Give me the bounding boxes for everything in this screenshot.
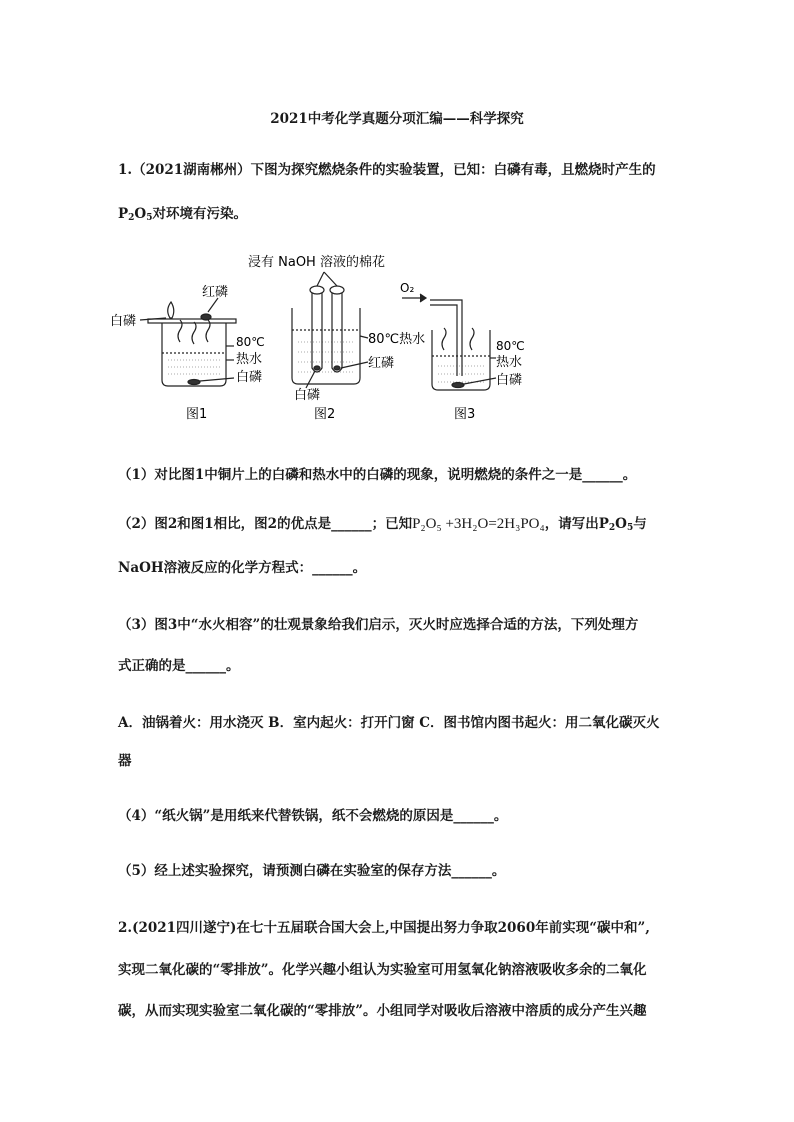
q1-options-line2: 器: [118, 753, 132, 769]
q1-stem-line1: 1.（2021湖南郴州）下图为探究燃烧条件的实验装置，已知：白磷有毒，且燃烧时产生的: [118, 162, 656, 178]
q1-options-line1: A．油锅着火：用水浇灭 B．室内起火：打开门窗 C．图书馆内图书起火：用二氧化碳灭火: [118, 715, 660, 731]
q1-sub2-p-subscript: 2: [608, 523, 616, 533]
q1-sub3-line1: （3）图3中“水火相容”的壮观景象给我们启示，灭火时应选择合适的方法，下列处理方: [118, 617, 639, 633]
fig2-temp-water: 80℃热水: [368, 332, 426, 347]
q1-sub2-text-d: 与: [633, 516, 647, 532]
fig3-caption: 图3: [454, 407, 476, 422]
q1-stem-line2: [118, 204, 678, 228]
figure-1: [140, 298, 236, 386]
fig1-caption: 图1: [186, 407, 208, 422]
fig2-red-p: 红磷: [368, 356, 395, 371]
q1-sub3-line2: 式正确的是______。: [118, 658, 240, 674]
fig2-white-p: 白磷: [294, 388, 321, 403]
q2-line2: 实现二氧化碳的“零排放”。化学兴趣小组认为实验室可用氢氧化钠溶液吸收多余的二氧化: [118, 962, 647, 978]
fig3-temp: 80℃: [496, 339, 525, 353]
q1-sub2-text-b: ，请写出P: [544, 516, 609, 532]
q1-p-symbol: P: [118, 206, 129, 222]
q1-stem-line2-text: 对环境有污染。: [152, 206, 247, 222]
fig3-white-p: 白磷: [496, 373, 523, 388]
q1-sub4: （4）“纸火锅”是用纸来代替铁锅，纸不会燃烧的原因是______。: [118, 808, 508, 824]
figure-2: [292, 272, 368, 388]
fig2-caption: 图2: [314, 407, 336, 422]
fig3-o2: O₂: [400, 281, 415, 295]
fig1-temp: 80℃: [236, 335, 265, 349]
q1-sub2-formula: P₂O₅ +3H₂O=2H₃PO₄: [412, 516, 545, 532]
fig3-hot-water: 热水: [496, 355, 523, 370]
fig1-hot-water: 热水: [236, 352, 263, 367]
q1-sub5: （5）经上述实验探究，请预测白磷在实验室的保存方法______。: [118, 863, 506, 879]
q1-sub2-text-a: （2）图2和图1相比，图2的优点是______；已知: [118, 516, 413, 532]
q2-line1: 2.(2021四川遂宁)在七十五届联合国大会上,中国提出努力争取2060年前实现“碳中和”,: [118, 920, 650, 936]
q1-sub1: （1）对比图1中铜片上的白磷和热水中的白磷的现象，说明燃烧的条件之一是______。: [118, 467, 637, 483]
page-title: 2021中考化学真题分项汇编——科学探究: [270, 111, 524, 127]
fig1-white-p-left: 白磷: [110, 314, 137, 329]
q2-line3: 碳，从而实现实验室二氧化碳的“零排放”。小组同学对吸收后溶液中溶质的成分产生兴趣: [118, 1003, 647, 1019]
cotton-naoh-label: 浸有 NaOH 溶液的棉花: [248, 255, 385, 270]
fig1-red-p: 红磷: [202, 285, 229, 300]
q1-p-subscript: 2: [128, 213, 135, 223]
q1-sub2-line2: NaOH溶液反应的化学方程式：______。: [118, 560, 367, 576]
q1-sub2-text-c: O: [615, 516, 627, 532]
q1-sub2-o-subscript: 5: [626, 523, 634, 533]
fig1-white-p-bottom: 白磷: [236, 370, 263, 385]
q1-o-symbol: O: [134, 206, 147, 222]
apparatus-figure: [110, 250, 530, 430]
q1-o-subscript: 5: [146, 213, 153, 223]
q1-sub2-line1: [118, 514, 678, 538]
